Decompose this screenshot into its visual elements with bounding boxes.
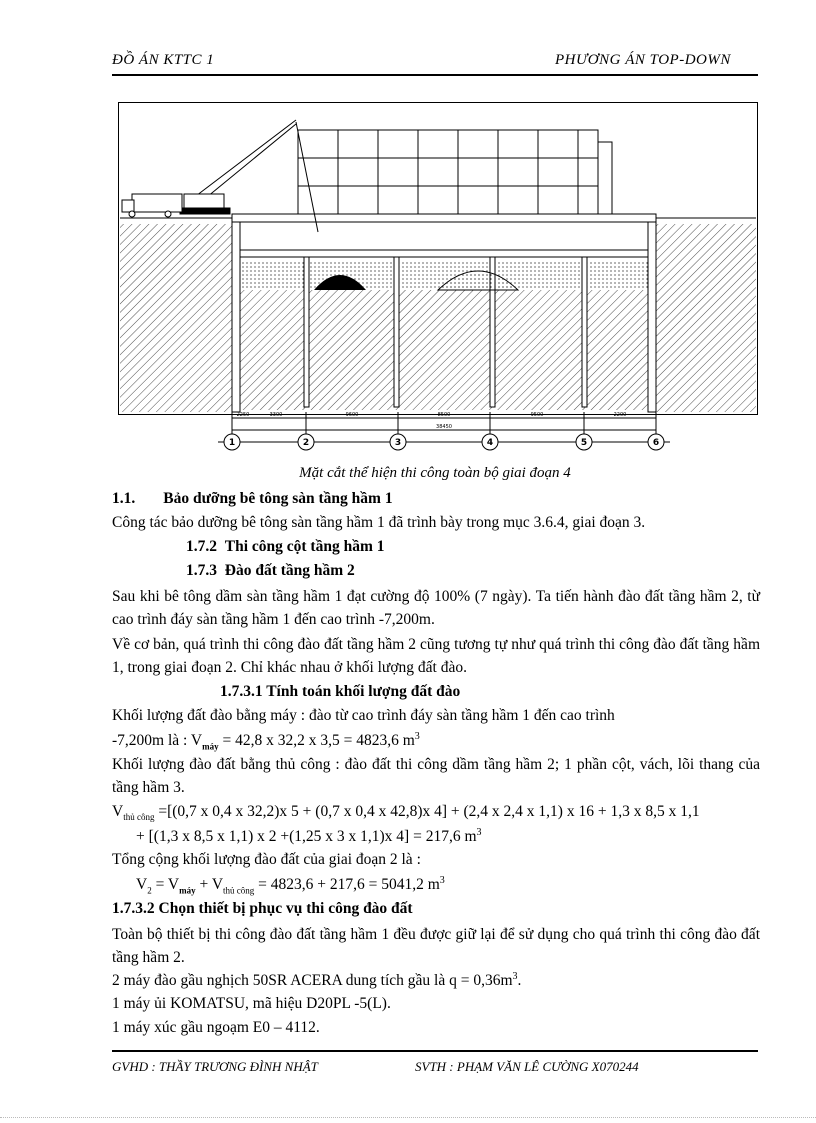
- manual-formula-1: $V_{thủ công} =[(0,7$ x 0,4 x 32,2)x 5 + (0,7 x 0,4 x 42,8)x 4] + (2,4 x 2,4 x 1,1) x 16 + 1,3 x 8,5 x 1,1: [112, 803, 700, 823]
- axis-1: 1: [228, 438, 236, 448]
- paragraph-2: Về cơ bản, quá trình thi công đào đất tầng hầm 2 cũng tương tự như quá trình thi công đào đất tầng hầm 1, trong giai đoạn 2. Chỉ khác nhau ở khối lượng đất đào.: [112, 636, 760, 676]
- page-edge: [0, 1117, 816, 1118]
- section-drawing: [118, 102, 758, 460]
- section-1-7-3-heading: 1.7.3 Đào đất tầng hầm 2: [186, 562, 355, 579]
- wall-right: [648, 214, 656, 412]
- equipment-3: 1 máy xúc gầu ngoạm E0 – 4112.: [112, 1019, 320, 1036]
- footer-right: SVTH : PHẠM VĂN LÊ CƯỜNG X070244: [415, 1059, 639, 1074]
- machine-volume-formula: -7,200m là : $V_{máy} = 42,8$ x 32,2 x 3,5 = 4823,6 $m^3$: [112, 731, 420, 752]
- manual-formula-2: + [(1,3 x 8,5 x 1,1) x 2 +(1,25 x 3 x 1,1)x 4] = 217,6 $m^3$: [136, 827, 482, 846]
- superstructure: [298, 130, 612, 214]
- paragraph-1: Sau khi bê tông dầm sàn tầng hầm 1 đạt cường độ 100% (7 ngày). Ta tiến hành đào đất tầng hầm 2, từ cao trình đáy sàn tầng hầm 1 đến cao trình -7,200m.: [112, 588, 760, 628]
- axis-5: 5: [580, 438, 588, 448]
- slab-ground: [232, 214, 656, 222]
- dim-5: 9500: [530, 412, 544, 418]
- slab-b1: [240, 250, 648, 257]
- axis-2: 2: [302, 438, 310, 448]
- dump-truck: [122, 194, 182, 217]
- paragraph-4: Toàn bộ thiết bị thi công đào đất tầng hầm 1 đều được giữ lại để sử dụng cho quá trình thi công đào đất tầng hầm 2.: [112, 926, 760, 966]
- dim-total: 38450: [436, 424, 452, 430]
- header-left: ĐỒ ÁN KTTC 1: [112, 52, 215, 68]
- total-volume-line: Tổng cộng khối lượng đào đất của giai đoạn 2 là :: [112, 851, 421, 868]
- wall-left: [232, 214, 240, 412]
- section-1-7-3-1-heading: 1.7.3.1 Tính toán khối lượng đất đào: [220, 683, 461, 700]
- section-1-7-3-2-heading: 1.7.3.2 Chọn thiết bị phục vụ thi công đào đất: [112, 900, 413, 917]
- dim-3: 9600: [345, 412, 359, 418]
- header-right: PHƯƠNG ÁN TOP-DOWN: [555, 52, 731, 68]
- footer-rule: [112, 1050, 758, 1054]
- axis-6: 6: [652, 438, 660, 448]
- equipment-1: 2 máy đào gầu nghịch 50SR ACERA dung tích gầu là $q = 0,36m^3$.: [112, 971, 522, 990]
- section-1-1-heading: 1.1. Bảo dưỡng bê tông sàn tầng hầm 1: [112, 490, 393, 507]
- header-rule: [112, 74, 758, 78]
- axis-3: 3: [394, 438, 402, 448]
- section-1-7-2-heading: 1.7.2 Thi công cột tầng hầm 1: [186, 538, 385, 555]
- axis-4: 4: [486, 438, 494, 448]
- footer-left: GVHD : THẦY TRƯƠNG ĐÌNH NHẬT: [112, 1059, 318, 1074]
- equipment-2: 1 máy ủi KOMATSU, mã hiệu D20PL -5(L).: [112, 995, 391, 1012]
- machine-volume-line: Khối lượng đất đào bằng máy : đào từ cao trình đáy sàn tầng hầm 1 đến cao trình: [112, 707, 615, 724]
- total-volume-formula: $V_2 = V_{máy} + V_{thủ công} = 4823,6 + 217,6 = 5041,2$ $m^3$: [136, 875, 445, 896]
- paragraph-3: Khối lượng đào đất bằng thủ công : đào đất thi công dầm tầng hầm 2; 1 phần cột, vách, lõi thang của tầng hầm 3.: [112, 756, 760, 796]
- dim-2: 3300: [269, 412, 283, 418]
- dim-6: 2200: [613, 412, 627, 418]
- figure-caption: Mặt cắt thể hiện thi công toàn bộ giai đoạn 4: [299, 465, 571, 481]
- soil-right: [654, 224, 756, 412]
- dim-4: 8500: [437, 412, 451, 418]
- dim-1: 2250: [236, 412, 250, 418]
- soil-left: [120, 224, 232, 412]
- section-1-1-text: Công tác bảo dưỡng bê tông sàn tầng hầm 1 đã trình bày trong mục 3.6.4, giai đoạn 3.: [112, 514, 646, 531]
